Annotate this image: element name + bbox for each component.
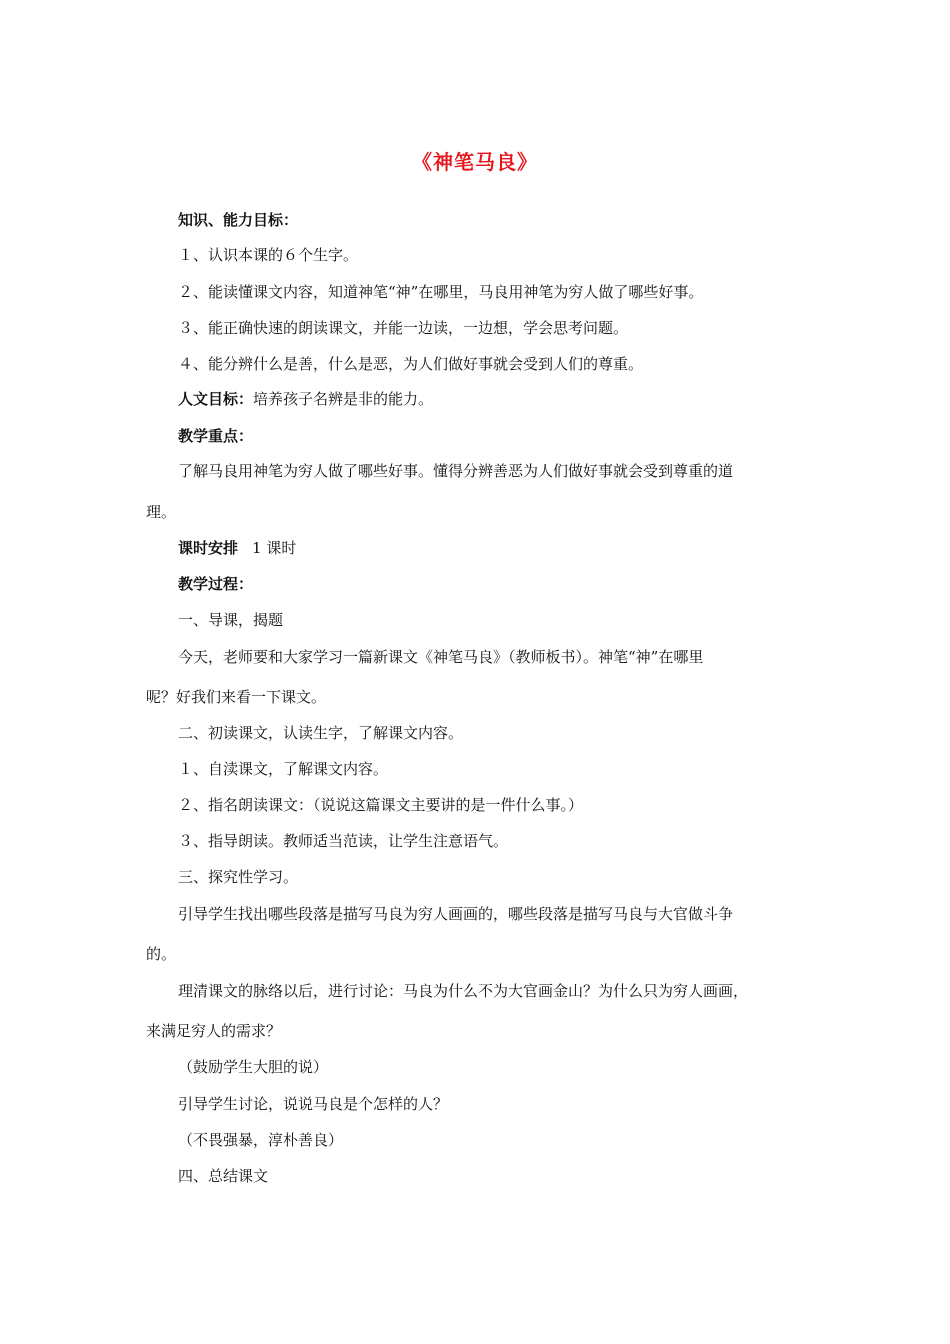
humanities-goal-line bbox=[178, 389, 433, 409]
process-step-3-discussion-line-1: 理清课文的脉络以后，进行讨论：马良为什么不为大官画金山？为什么只为穷人画画， bbox=[178, 982, 749, 1000]
class-schedule-label: 课时安排 bbox=[178, 539, 239, 557]
process-step-1-heading: 一、导课，揭题 bbox=[178, 611, 284, 629]
class-schedule-line bbox=[178, 538, 296, 558]
process-step-1-text-line-1: 今天，老师要和大家学习一篇新课文《神笔马良》（教师板书）。神笔“神”在哪里 bbox=[178, 648, 704, 666]
goal-item-4: ４、能分辨什么是善，什么是恶，为人们做好事就会受到人们的尊重。 bbox=[178, 355, 644, 373]
process-step-3-heading: 三、探究性学习。 bbox=[178, 868, 299, 886]
process-step-4-heading: 四、总结课文 bbox=[178, 1167, 269, 1185]
class-schedule-text: 1 课时 bbox=[252, 539, 297, 557]
document-title: 《神笔马良》 bbox=[412, 150, 538, 174]
goal-item-1: １、认识本课的６个生字。 bbox=[178, 246, 359, 264]
section-heading-teaching-process: 教学过程： bbox=[178, 575, 254, 593]
process-step-3-note-2: （不畏强暴，淳朴善良） bbox=[178, 1131, 344, 1149]
process-step-3-prompt: 引导学生讨论，说说马良是个怎样的人？ bbox=[178, 1095, 449, 1113]
process-step-3-text-line-2: 的。 bbox=[146, 945, 177, 963]
section-heading-key-points: 教学重点： bbox=[178, 427, 254, 445]
process-step-3-discussion-line-2: 来满足穷人的需求？ bbox=[146, 1022, 282, 1040]
process-step-2-item-1: １、自渎课文，了解课文内容。 bbox=[178, 760, 389, 778]
goal-item-3: ３、能正确快速的朗读课文，并能一边读，一边想，学会思考问题。 bbox=[178, 319, 629, 337]
process-step-3-note-1: （鼓励学生大胆的说） bbox=[178, 1058, 329, 1076]
section-heading-knowledge-goals: 知识、能力目标： bbox=[178, 211, 299, 229]
humanities-goal-text: 培养孩子名辨是非的能力。 bbox=[253, 390, 434, 408]
process-step-3-text-line-1: 引导学生找出哪些段落是描写马良为穷人画画的，哪些段落是描写马良与大官做斗争 bbox=[178, 905, 734, 923]
humanities-goal-label: 人文目标： bbox=[178, 390, 254, 408]
process-step-2-item-3: ３、指导朗读。教师适当范读，让学生注意语气。 bbox=[178, 832, 509, 850]
process-step-1-text-line-2: 呢？好我们来看一下课文。 bbox=[146, 688, 327, 706]
key-points-text-line-1: 了解马良用神笔为穷人做了哪些好事。懂得分辨善恶为人们做好事就会受到尊重的道 bbox=[178, 462, 734, 480]
process-step-2-item-2: ２、指名朗读课文：（说说这篇课文主要讲的是一件什么事。） bbox=[178, 796, 584, 814]
goal-item-2: ２、能读懂课文内容，知道神笔“神”在哪里，马良用神笔为穷人做了哪些好事。 bbox=[178, 283, 704, 301]
process-step-2-heading: 二、初读课文，认读生字，了解课文内容。 bbox=[178, 724, 464, 742]
key-points-text-line-2: 理。 bbox=[146, 503, 177, 521]
